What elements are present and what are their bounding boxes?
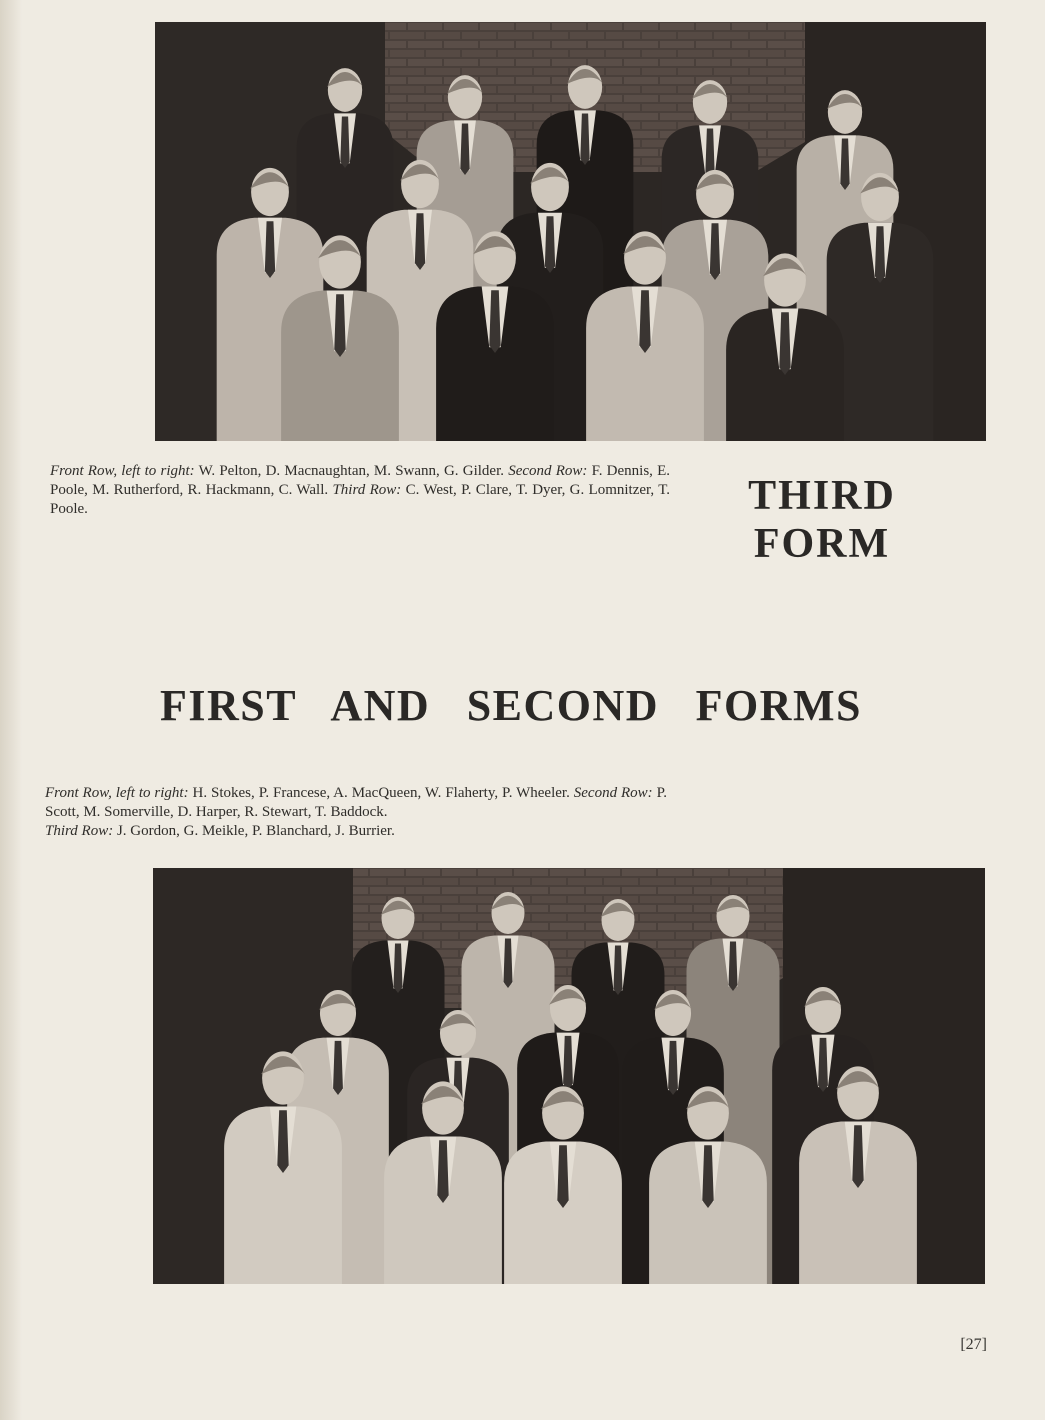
- third-row-label: Third Row: [332, 482, 397, 498]
- third-row-names: C. West, P. Clare, T. Dyer, G. Lomnitzer, T. Poole.: [50, 482, 671, 517]
- third-form-group-photo: [155, 22, 986, 441]
- page-binding-edge: [0, 0, 22, 1420]
- third-row-names: J. Gordon, G. Meikle, P. Blanchard, J. Burrier.: [116, 823, 395, 839]
- third-row-label: Third Row: [45, 823, 109, 839]
- front-row-label: Front Row, left to right: [50, 463, 190, 479]
- first-second-forms-caption: Front Row, left to right: H. Stokes, P. Francese, A. MacQueen, W. Flaherty, P. Wheeler. Second Row: P. Scott, M. Somerville, D. Harper, R. Stewart, T. Baddock. Third Row: J. Gordon, G. Meikle, P. Blanchard, J. Burrier.: [45, 785, 668, 839]
- second-row-label: Second Row: [573, 785, 648, 801]
- third-form-title: [712, 472, 932, 568]
- first-second-forms-group-photo: [153, 868, 985, 1284]
- third-form-caption: Front Row, left to right: W. Pelton, D. Macnaughtan, M. Swann, G. Gilder. Second Row: F. Dennis, E. Poole, M. Rutherford, R. Hackmann, C. Wall. Third Row: C. West, P. Clare, T. Dyer, G. Lomnitzer, T. Poole.: [50, 463, 671, 517]
- front-row-names: W. Pelton, D. Macnaughtan, M. Swann, G. Gilder.: [198, 463, 504, 479]
- third-form-title-line2: FORM: [753, 521, 891, 567]
- page-number: [27]: [960, 1336, 987, 1353]
- second-row-label: Second Row: [508, 463, 583, 479]
- third-form-title-line1: THIRD: [748, 473, 896, 519]
- second-row-names: P. Scott, M. Somerville, D. Harper, R. Stewart, T. Baddock.: [45, 785, 668, 820]
- front-row-label: Front Row, left to right: [45, 785, 184, 801]
- first-second-forms-title: FIRST AND SECOND FORMS: [160, 681, 862, 730]
- second-row-names: F. Dennis, E. Poole, M. Rutherford, R. Hackmann, C. Wall.: [50, 463, 671, 498]
- front-row-names: H. Stokes, P. Francese, A. MacQueen, W. Flaherty, P. Wheeler.: [192, 785, 570, 801]
